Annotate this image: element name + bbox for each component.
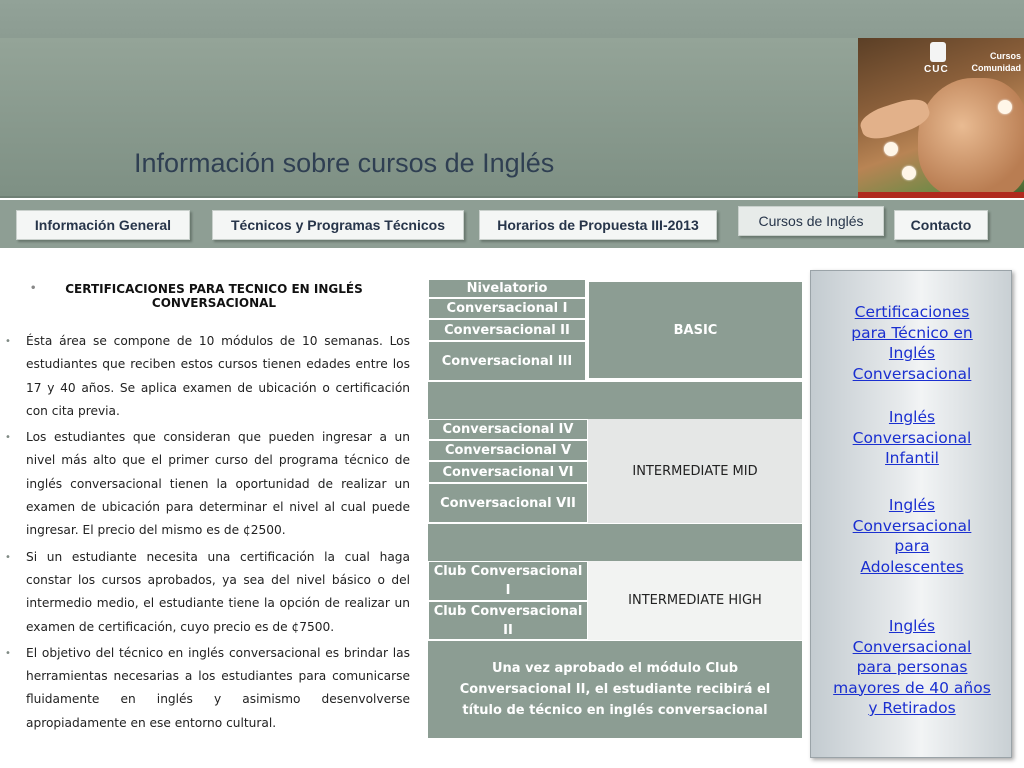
sidebar: [810, 270, 1012, 758]
levels-table: [428, 279, 802, 738]
band-row: [428, 523, 802, 561]
brand-line-1: Cursos: [989, 51, 1021, 61]
nav-horarios[interactable]: Horarios de Propuesta III-2013: [479, 210, 717, 240]
header-photo: [858, 38, 1024, 198]
section-heading: [30, 282, 394, 310]
sidebar-link-certificaciones[interactable]: Certificaciones para Técnico en Inglés Conversacional: [851, 303, 973, 383]
nav-tecnicos[interactable]: Técnicos y Programas Técnicos: [212, 210, 464, 240]
cuc-logo: [920, 42, 960, 78]
sidebar-link-adolescentes[interactable]: Inglés Conversacional para Adolescentes: [852, 496, 972, 576]
bullet-icon: •: [30, 283, 37, 294]
nav-cursos-ingles[interactable]: Cursos de Inglés: [738, 206, 884, 236]
nav-contacto[interactable]: Contacto: [894, 210, 988, 240]
final-note: Una vez aprobado el módulo Club Conversacional II, el estudiante recibirá el título de técnico en inglés conversacional: [428, 640, 802, 738]
list-item: • El objetivo del técnico en inglés conversacional es brindar las herramientas necesarias a los estudiantes para comunicarse fluidamente en inglés y asimismo desenvolverse apropiadamente en ese entorno cultural.: [0, 642, 410, 735]
page-title: Información sobre cursos de Inglés: [134, 148, 555, 178]
nav-informacion-general[interactable]: Información General: [16, 210, 190, 240]
photo-face: [918, 78, 1024, 198]
level-cell: Conversacional VII: [428, 483, 588, 523]
logo-emblem-icon: [930, 42, 946, 62]
flower-icon: [884, 142, 898, 156]
sidebar-link-mayores[interactable]: Inglés Conversacional para personas mayores de 40 años y Retirados: [833, 617, 991, 717]
header-banner: [0, 38, 858, 198]
level-cell: Conversacional I: [428, 298, 586, 319]
info-list: [0, 330, 422, 738]
sidebar-link-infantil[interactable]: Inglés Conversacional Infantil: [852, 408, 972, 467]
level-cell: Conversacional IV: [428, 419, 588, 440]
level-cell: Conversacional VI: [428, 461, 588, 483]
flower-icon: [998, 100, 1012, 114]
flower-icon: [902, 166, 916, 180]
list-item: • Si un estudiante necesita una certificación la cual haga constar los cursos aprobados, ya sea del nivel básico o del intermedio medio, el estudiante tiene la opción de realizar un examen de certificación, cuyo precio es de ¢7500.: [0, 546, 410, 639]
band-row: [428, 381, 802, 419]
group-intermediate-high: INTERMEDIATE HIGH: [588, 561, 802, 640]
top-band: [0, 0, 1024, 38]
level-cell: Conversacional II: [428, 319, 586, 341]
group-basic: BASIC: [586, 279, 802, 381]
level-cell: Conversacional V: [428, 440, 588, 461]
level-cell: Conversacional III: [428, 341, 586, 381]
level-cell: Nivelatorio: [428, 279, 586, 298]
section-heading-text: CERTIFICACIONES PARA TECNICO EN INGLÉS CONVERSACIONAL: [65, 282, 363, 310]
photo-red-strip: [858, 192, 1024, 198]
level-cell: Club Conversacional II: [428, 601, 588, 640]
list-item: • Los estudiantes que consideran que pueden ingresar a un nivel más alto que el primer curso del programa técnico de inglés conversacional tienen la oportunidad de realizar un examen de ubicación para determinar el nivel al cual puede ingresar. El precio del mismo es de ¢2500.: [0, 426, 410, 542]
brand-line-2: Comunidad: [971, 63, 1021, 73]
brand-text: [972, 50, 1022, 74]
group-intermediate-mid: INTERMEDIATE MID: [588, 419, 802, 523]
list-item: • Ésta área se compone de 10 módulos de 10 semanas. Los estudiantes que reciben estos cursos tienen edades entre los 17 y 40 años. Se aplica examen de ubicación o certificación con cita previa.: [0, 330, 410, 423]
level-cell: Club Conversacional I: [428, 561, 588, 601]
logo-text: CUC: [924, 64, 949, 75]
